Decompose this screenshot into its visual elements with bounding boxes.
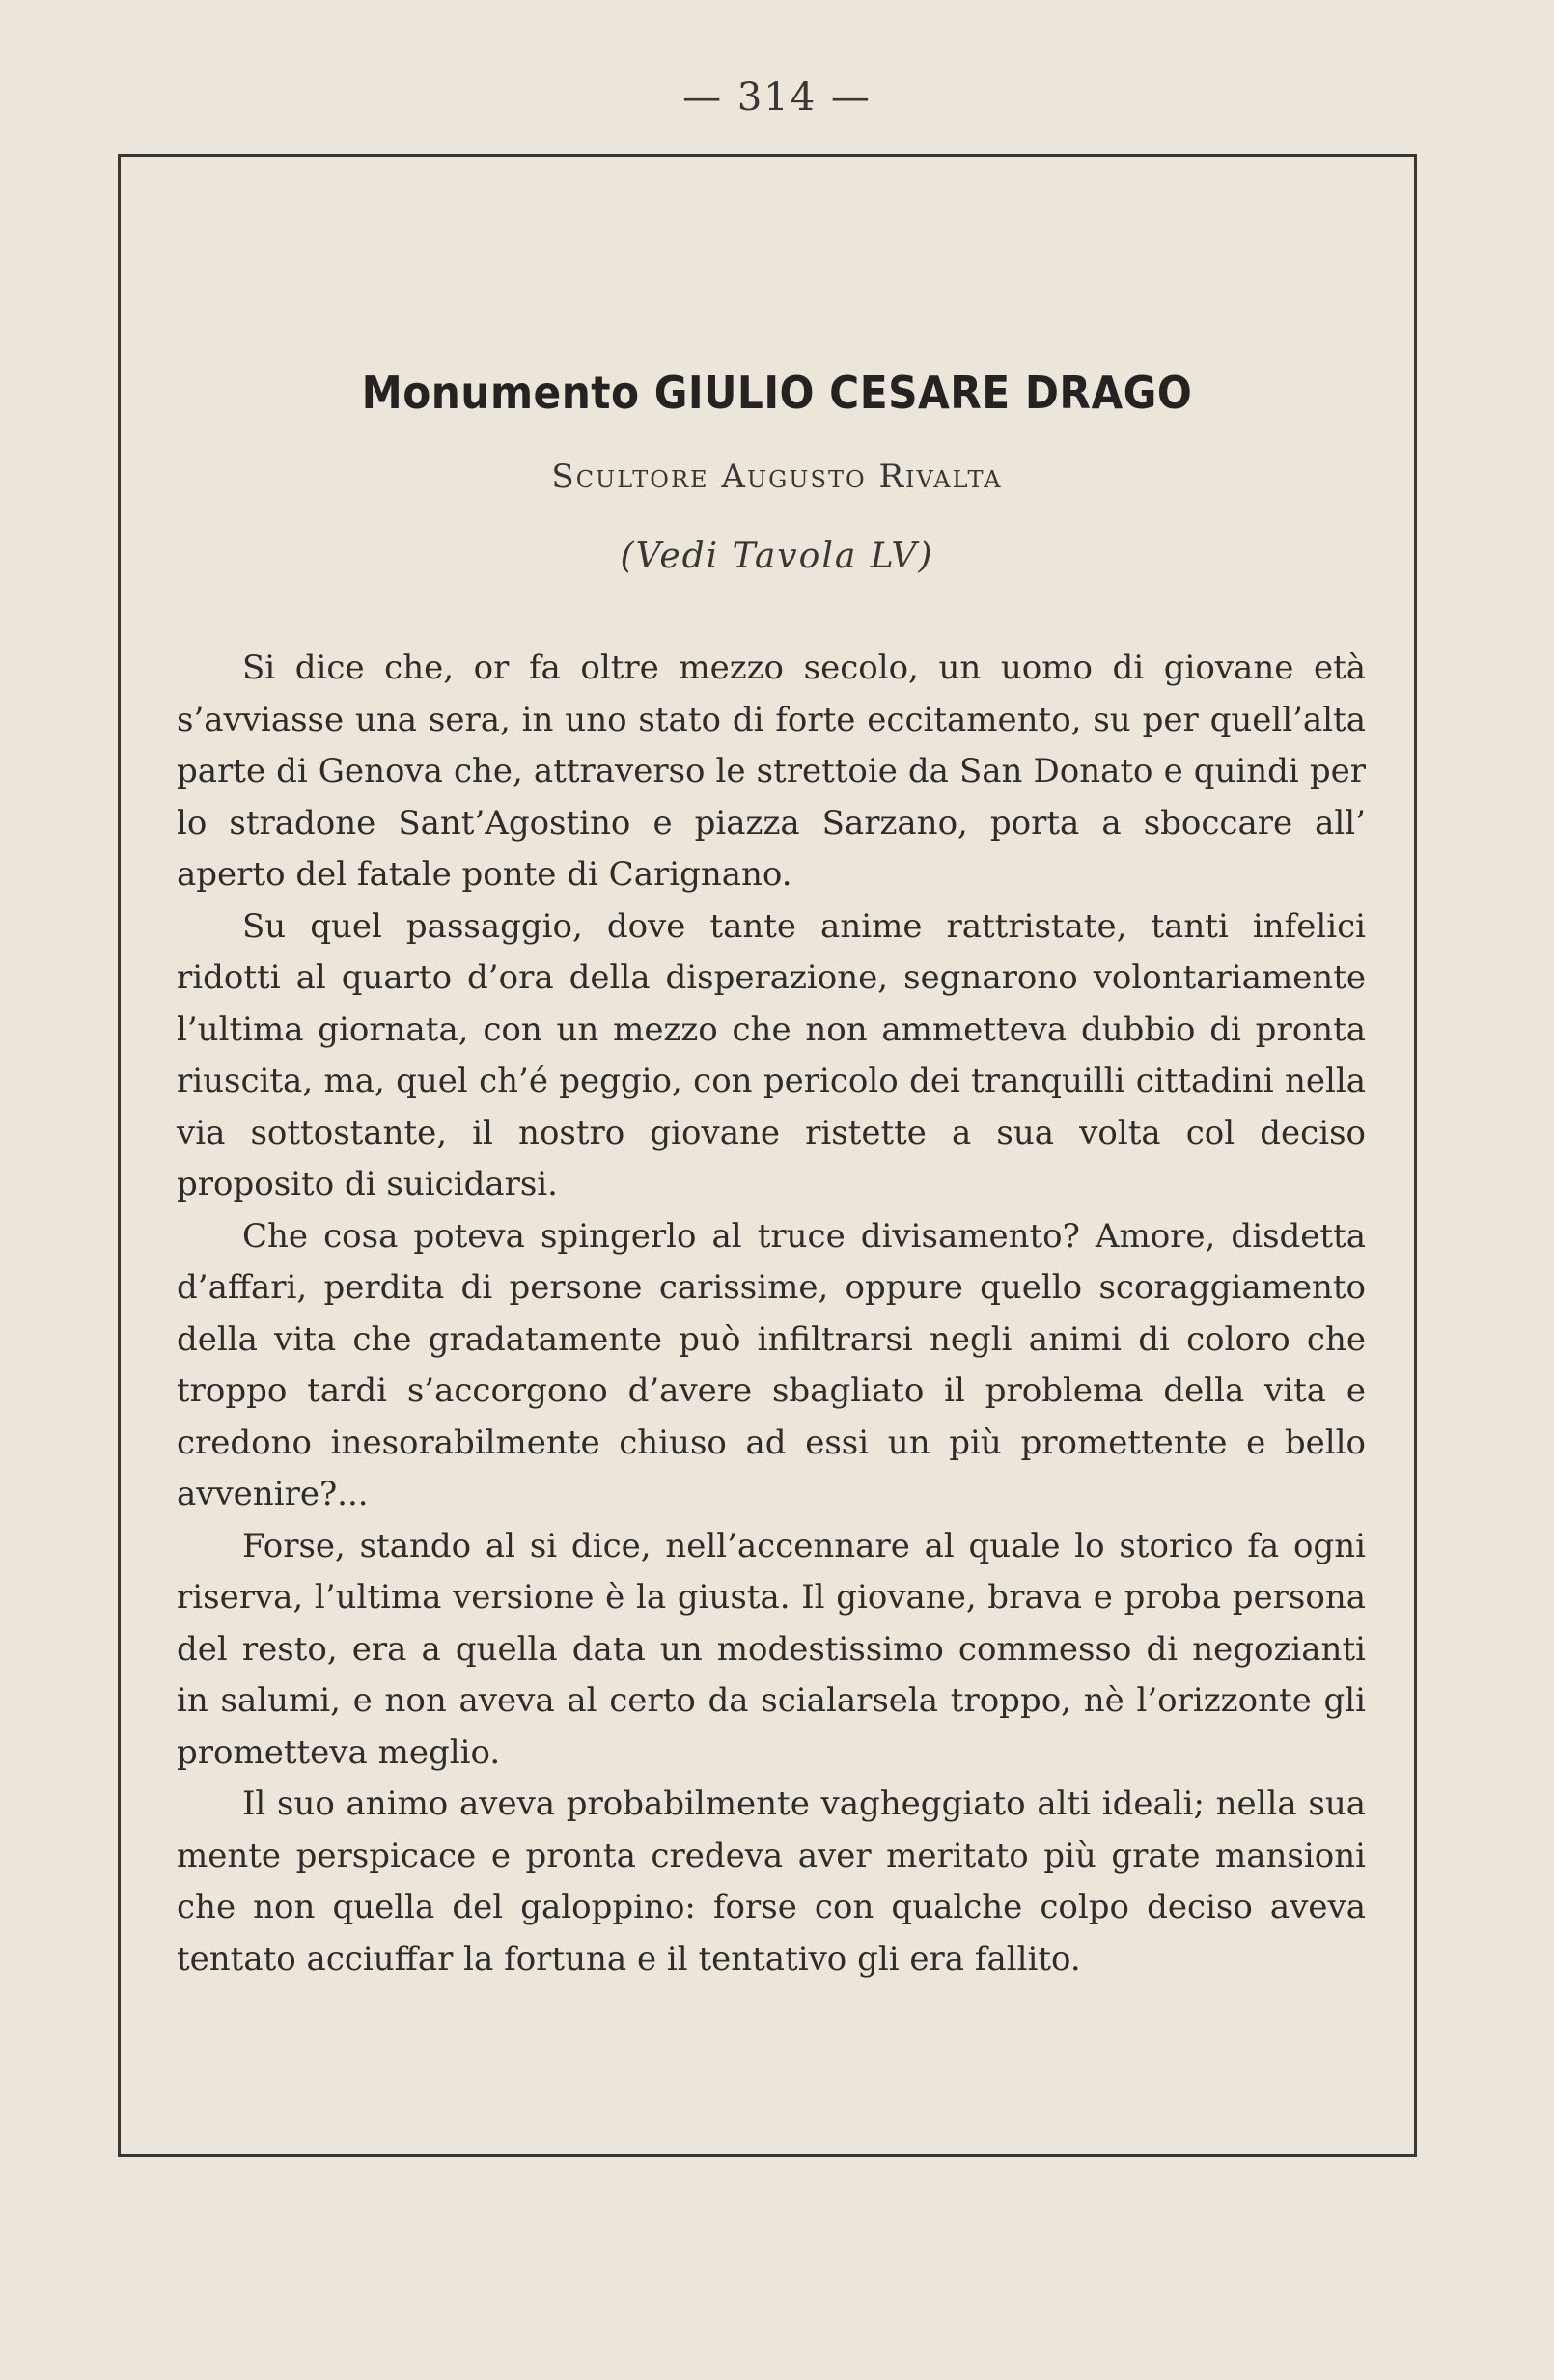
frame-left-rule — [118, 156, 121, 2157]
article-subtitle: Scultore Augusto Rivalta — [551, 457, 1003, 496]
paragraph: Su quel passaggio, dove tante anime rattristate, tanti infelici ridotti al quarto d’ora della disperazione, segnarono volontariamente l’ultima giornata, con un mezzo che non ammetteva dubbio di pronta riuscita, ma, quel ch’é peggio, con pericolo dei tranquilli cittadini nella via sottostante, il nostro giovane ristette a sua volta col deciso proposito di suicidarsi. — [177, 906, 1366, 1204]
frame-top-rule — [118, 154, 1417, 157]
article-body — [177, 643, 1366, 1985]
page-number: — 314 — — [682, 75, 872, 120]
frame-bottom-rule — [118, 2154, 1417, 2157]
article-title: Monumento GIULIO CESARE DRAGO — [361, 367, 1193, 419]
paragraph: Forse, stando al si dice, nell’accennare al quale lo storico fa ogni riserva, l’ultima versione è la giusta. Il giovane, brava e proba persona del resto, era a quella data un modestissimo commesso di negozianti in salumi, e non aveva al certo da scialarsela troppo, nè l’orizzonte gli prometteva meglio. — [177, 1526, 1366, 1772]
paragraph: Il suo animo aveva probabilmente vagheggiato alti ideali; nella sua mente perspicace e pronta credeva aver meritato più grate mansioni che non quella del galoppino: forse con qualche colpo deciso aveva tentato acciuffar la fortuna e il tentativo gli era fallito. — [177, 1785, 1366, 1979]
paragraph: Che cosa poteva spingerlo al truce divisamento? Amore, disdetta d’affari, perdita di persone carissime, oppure quello scoraggiamento della vita che gradatamente può infiltrarsi negli animi di coloro che troppo tardi s’accorgono d’avere sbagliato il problema della vita e credono inesorabilmente chiuso ad essi un più promettente e bello avvenire?... — [177, 1216, 1366, 1513]
frame-right-rule — [1414, 156, 1417, 2157]
plate-reference: (Vedi Tavola LV) — [620, 537, 934, 576]
paragraph: Si dice che, or fa oltre mezzo secolo, un uomo di giovane età s’avviasse una sera, in uno stato di forte eccitamento, su per quell’alta parte di Genova che, attraverso le strettoie da San Donato e quindi per lo stradone Sant’Agostino e piazza Sarzano, porta a sboccare all’ aperto del fatale ponte di Carignano. — [177, 649, 1366, 894]
